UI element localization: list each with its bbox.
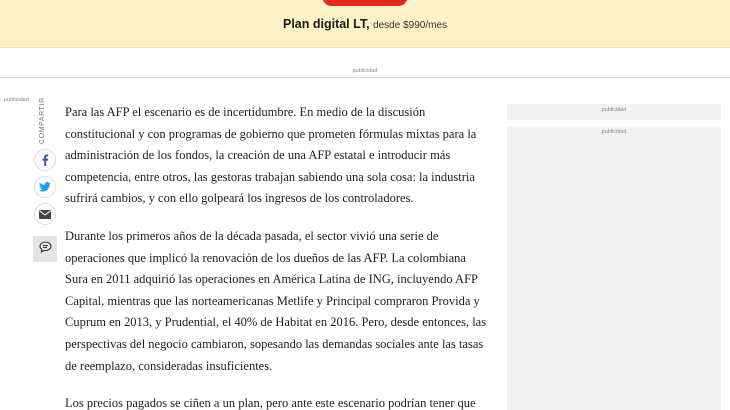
plan-name: Plan digital LT, [282,17,370,31]
ad-label-left: publicidad [4,97,29,103]
subscribe-button[interactable] [322,0,408,6]
article-body [65,102,489,410]
share-twitter-button[interactable] [34,176,56,198]
ad-slot-right-top: publicidad [507,104,721,120]
subscription-banner [0,0,730,48]
article-paragraph: Para las AFP el escenario es de incertidumbre. En medio de la discusión constitucional y con programas de gobierno que prometen fórmulas mixtas para la administración de los fondos, la creación de una AFP estatal e introducir más competencia, entre otros, las gestoras trabajan sabiendo una sola cosa: la industria sufrirá cambios, y con ello golpeará los ingresos de los controladores. [65,105,477,206]
share-label: COMPARTIR [39,97,46,144]
twitter-icon [39,182,51,192]
share-email-button[interactable] [34,203,56,225]
mail-icon [39,210,51,219]
article-paragraph: Los precios pagados se ciñen a un plan, pero ante este escenario podrían tener que [65,396,476,410]
facebook-icon [40,154,50,166]
promo-text [0,17,730,31]
divider [0,77,730,78]
plan-price: desde $990/mes [373,20,448,31]
ad-slot-right: publicidad [507,127,721,410]
comments-button[interactable] [33,236,57,262]
share-facebook-button[interactable] [34,149,56,171]
comment-icon [39,240,52,258]
ad-label-top: publicidad [352,68,378,74]
article-paragraph: Durante los primeros años de la década pasada, el sector vivió una serie de operaciones que implicó la renovación de los dueños de las AFP. La colombiana Sura en 2011 adquirió las operaciones en América Latina de ING, incluyendo AFP Capital, mientras que las norteamericanas Metlife y Principal compraron Provida y Cuprum en 2013, y Prudential, el 40% de Habitat en 2016. Pero, desde entonces, las perspectivas del negocio cambiaron, sopesando las demandas sociales ante las tasas de reemplazo, consideradas insuficientes. [65,228,487,373]
